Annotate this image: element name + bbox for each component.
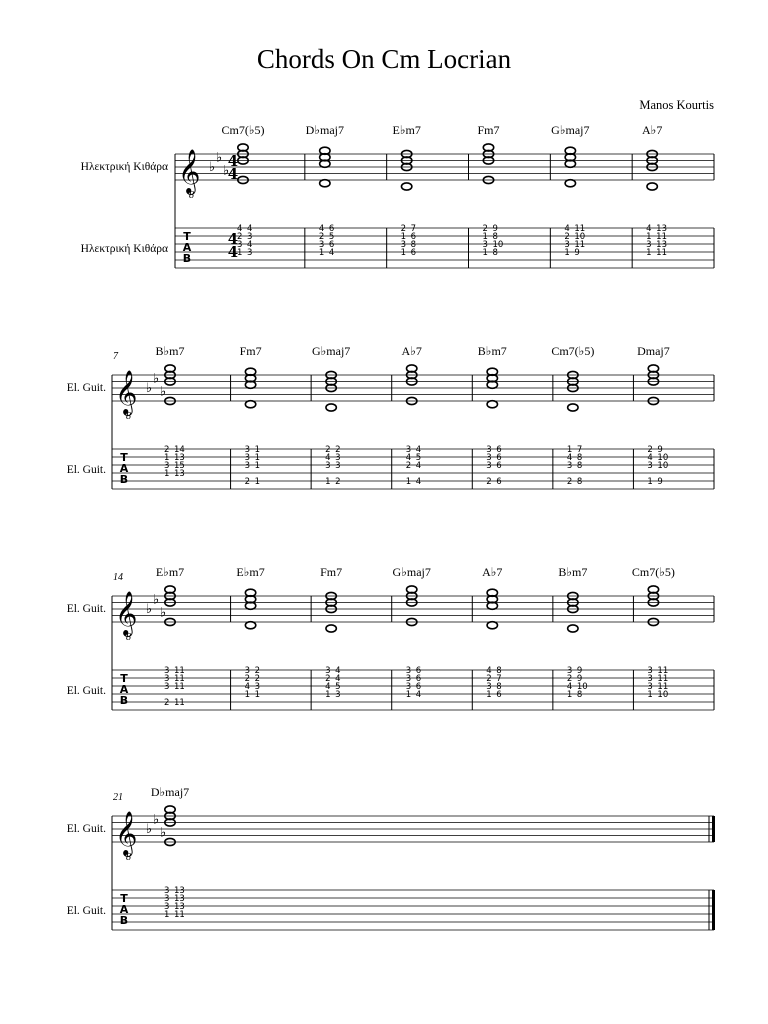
tab-fret-number: 8	[492, 248, 498, 258]
tab-string-number: 1	[244, 690, 250, 700]
tab-string-number: 4	[405, 453, 412, 463]
treble-clef-icon: 𝄞	[115, 591, 138, 635]
chord-symbol: Fm7	[239, 344, 262, 358]
tab-string-number: 3	[486, 453, 492, 463]
whole-note-head	[647, 183, 657, 190]
tab-string-number: 4	[566, 453, 573, 463]
tab-string-number: 3	[405, 682, 412, 692]
whole-note-head	[487, 401, 497, 408]
tab-fret-number: 10	[657, 453, 669, 463]
tab-string-number: 2	[164, 698, 170, 708]
chord-symbol: A♭7	[482, 565, 503, 579]
tab-time-signature-top: 4	[227, 230, 239, 248]
tab-fret-number: 13	[174, 894, 185, 904]
tab-fret-number: 10	[657, 690, 669, 700]
tab-string-number: 2	[486, 477, 492, 487]
tab-fret-number: 7	[496, 674, 502, 684]
staff-label: Ηλεκτρική Κιθάρα	[80, 161, 168, 173]
tab-string-number: 1	[646, 248, 652, 258]
tab-fret-number: 4	[247, 224, 253, 234]
octave-8-marker: 8	[126, 852, 131, 863]
tab-fret-number: 14	[174, 445, 185, 455]
chord-symbol: E♭m7	[392, 123, 421, 137]
tab-string-number: 4	[564, 224, 570, 234]
chord-symbol: E♭m7	[155, 565, 185, 579]
tab-label: El. Guit.	[66, 905, 106, 917]
tab-fret-number: 8	[496, 682, 502, 692]
octave-8-marker: 8	[189, 190, 194, 201]
tab-fret-number: 11	[174, 910, 185, 920]
tab-string-number: 2	[482, 224, 488, 234]
key-signature-flat: ♭	[160, 825, 167, 841]
tab-fret-number: 2	[335, 477, 341, 487]
tab-label: El. Guit.	[66, 685, 106, 697]
tab-fret-number: 3	[335, 690, 341, 700]
tab-fret-number: 6	[496, 477, 502, 487]
chord-symbol: B♭m7	[155, 344, 185, 358]
tab-fret-number: 4	[415, 445, 422, 455]
tab-fret-number: 11	[174, 674, 185, 684]
tab-string-number: 3	[325, 666, 331, 676]
tab-string-number: 2	[647, 445, 653, 455]
tab-string-number: 1	[400, 248, 407, 258]
key-signature-flat: ♭	[153, 592, 160, 608]
tab-fret-number: 1	[254, 461, 260, 471]
tab-string-number: 3	[164, 894, 170, 904]
tab-fret-number: 7	[410, 224, 417, 234]
tab-fret-number: 3	[335, 453, 341, 463]
tab-fret-number: 13	[174, 886, 185, 896]
tab-fret-number: 6	[496, 690, 502, 700]
tab-fret-number: 10	[574, 232, 586, 242]
tab-string-number: 3	[164, 682, 170, 692]
tab-string-number: 3	[486, 682, 492, 692]
tab-string-number: 3	[237, 240, 243, 250]
tab-fret-number: 8	[410, 240, 417, 250]
chord-symbol: D♭maj7	[150, 785, 190, 799]
tab-fret-number: 3	[247, 248, 253, 258]
chord-symbol: G♭maj7	[392, 565, 431, 579]
tab-fret-number: 11	[574, 240, 586, 250]
whole-note-head	[565, 180, 575, 187]
whole-note-head	[487, 622, 497, 629]
staff-label: El. Guit.	[66, 603, 106, 615]
tab-string-number: 1	[482, 232, 488, 242]
tab-fret-number: 6	[496, 461, 502, 471]
staff-label: El. Guit.	[66, 382, 106, 394]
tab-string-number: 4	[647, 453, 653, 463]
tab-fret-number: 8	[576, 453, 583, 463]
chord-symbol: A♭7	[401, 344, 422, 358]
tab-time-signature-bottom: 4	[227, 243, 239, 261]
tab-fret-number: 8	[576, 461, 583, 471]
tab-label: Ηλεκτρική Κιθάρα	[80, 243, 168, 255]
tab-string-number: 4	[318, 224, 325, 234]
octave-8-marker: 8	[126, 411, 131, 422]
tab-string-number: 3	[405, 666, 412, 676]
tab-clef-letter: B	[182, 252, 192, 265]
chord-symbol: Dmaj7	[637, 344, 670, 358]
tab-fret-number: 10	[657, 461, 669, 471]
tab-fret-number: 6	[496, 453, 502, 463]
tab-string-number: 3	[164, 461, 170, 471]
tab-string-number: 2	[244, 674, 250, 684]
measure-number: 7	[113, 351, 118, 362]
chord-symbol: G♭maj7	[551, 123, 590, 137]
tab-fret-number: 9	[657, 477, 663, 487]
tab-string-number: 1	[164, 453, 170, 463]
tab-string-number: 1	[400, 232, 407, 242]
tab-string-number: 3	[564, 240, 570, 250]
tab-fret-number: 6	[415, 682, 422, 692]
tab-clef-letter: B	[119, 473, 129, 486]
tab-fret-number: 1	[254, 477, 260, 487]
whole-note-head	[326, 625, 336, 632]
tab-string-number: 3	[486, 445, 492, 455]
tab-string-number: 1	[405, 477, 412, 487]
tab-string-number: 3	[164, 902, 170, 912]
tab-clef-letter: B	[119, 694, 129, 707]
chord-symbol: D♭maj7	[305, 123, 344, 137]
key-signature-flat: ♭	[160, 384, 167, 400]
tab-string-number: 2	[244, 477, 250, 487]
whole-note-head	[568, 404, 578, 411]
tab-string-number: 1	[647, 477, 653, 487]
key-signature-flat: ♭	[153, 371, 160, 387]
tab-fret-number: 6	[415, 674, 422, 684]
tab-fret-number: 11	[657, 674, 669, 684]
tab-string-number: 3	[164, 674, 170, 684]
tab-fret-number: 13	[656, 240, 667, 250]
chord-symbol: B♭m7	[477, 344, 507, 358]
tab-fret-number: 4	[335, 674, 341, 684]
tab-fret-number: 2	[254, 666, 260, 676]
tab-fret-number: 13	[174, 902, 185, 912]
tab-fret-number: 7	[576, 445, 583, 455]
tab-fret-number: 8	[576, 477, 583, 487]
tab-clef-letter: A	[119, 683, 129, 696]
tab-fret-number: 9	[576, 674, 583, 684]
tab-string-number: 1	[405, 690, 412, 700]
tab-fret-number: 2	[254, 674, 260, 684]
chord-symbol: E♭m7	[236, 565, 265, 579]
tab-clef-letter: T	[183, 230, 191, 243]
tab-string-number: 1	[164, 469, 170, 479]
chord-symbol: Cm7(♭5)	[631, 565, 675, 579]
key-signature-flat: ♭	[153, 812, 160, 828]
tab-string-number: 3	[244, 445, 250, 455]
tab-fret-number: 4	[415, 690, 422, 700]
tab-final-barline-thick	[712, 890, 715, 930]
tab-clef-letter: T	[120, 672, 128, 685]
tab-fret-number: 10	[492, 240, 504, 250]
tab-fret-number: 13	[656, 224, 667, 234]
tab-clef-letter: A	[119, 903, 129, 916]
tab-fret-number: 6	[410, 232, 417, 242]
tab-string-number: 1	[646, 232, 652, 242]
key-signature-flat: ♭	[146, 602, 153, 617]
whole-note-head	[568, 625, 578, 632]
score-title: Chords On Cm Locrian	[256, 44, 512, 74]
tab-string-number: 4	[244, 682, 250, 692]
tab-string-number: 2	[486, 674, 492, 684]
tab-string-number: 4	[325, 682, 331, 692]
tab-string-number: 2	[325, 674, 331, 684]
tab-string-number: 3	[244, 461, 250, 471]
tab-string-number: 4	[566, 682, 573, 692]
tab-string-number: 1	[325, 477, 331, 487]
tab-string-number: 2	[325, 445, 331, 455]
tab-string-number: 1	[237, 248, 243, 258]
tab-string-number: 3	[566, 666, 573, 676]
tab-string-number: 3	[325, 461, 331, 471]
chord-symbol: Cm7(♭5)	[221, 123, 265, 137]
tab-clef-letter: T	[120, 451, 128, 464]
time-signature-bottom: 4	[227, 165, 239, 183]
tab-fret-number: 6	[328, 224, 335, 234]
tab-fret-number: 5	[328, 232, 335, 242]
tab-fret-number: 1	[254, 453, 260, 463]
tab-fret-number: 4	[335, 666, 341, 676]
tab-fret-number: 5	[335, 682, 341, 692]
tab-string-number: 2	[566, 477, 573, 487]
tab-fret-number: 9	[574, 248, 580, 258]
tab-fret-number: 9	[492, 224, 498, 234]
tab-string-number: 1	[318, 248, 325, 258]
whole-note-head	[245, 401, 255, 408]
whole-note-head	[401, 183, 411, 190]
key-signature-flat: ♭	[160, 605, 167, 621]
tab-fret-number: 11	[657, 666, 669, 676]
chord-symbol: Fm7	[477, 123, 500, 137]
tab-fret-number: 6	[410, 248, 417, 258]
tab-fret-number: 11	[174, 682, 185, 692]
staff-label: El. Guit.	[66, 823, 106, 835]
tab-fret-number: 13	[174, 453, 185, 463]
tab-fret-number: 1	[254, 445, 260, 455]
tab-fret-number: 11	[574, 224, 586, 234]
tab-string-number: 1	[566, 445, 573, 455]
treble-clef-icon: 𝄞	[115, 370, 138, 414]
tab-fret-number: 4	[415, 461, 422, 471]
tab-fret-number: 9	[657, 445, 663, 455]
tab-clef-letter: A	[119, 462, 129, 475]
tab-string-number: 4	[325, 453, 331, 463]
tab-string-number: 4	[646, 224, 652, 234]
tab-string-number: 3	[646, 240, 652, 250]
tab-string-number: 1	[566, 690, 573, 700]
composer-name: Manos Kourtis	[639, 98, 714, 112]
tab-string-number: 2	[237, 232, 243, 242]
final-barline-thick	[712, 816, 715, 842]
tab-fret-number: 11	[656, 248, 667, 258]
tab-string-number: 2	[400, 224, 407, 234]
octave-8-marker: 8	[126, 632, 131, 643]
tab-string-number: 3	[244, 453, 250, 463]
tab-string-number: 1	[325, 690, 331, 700]
treble-clef-icon: 𝄞	[178, 149, 201, 193]
tab-clef-letter: T	[120, 892, 128, 905]
tab-fret-number: 15	[174, 461, 185, 471]
tab-fret-number: 11	[174, 666, 185, 676]
tab-fret-number: 8	[576, 690, 583, 700]
whole-note-head	[245, 622, 255, 629]
tab-string-number: 4	[237, 224, 243, 234]
time-signature-top: 4	[227, 152, 239, 170]
key-signature-flat: ♭	[223, 163, 230, 179]
tab-fret-number: 6	[496, 445, 502, 455]
tab-fret-number: 9	[576, 666, 583, 676]
tab-string-number: 2	[566, 674, 573, 684]
tab-string-number: 1	[164, 910, 170, 920]
tab-string-number: 3	[164, 666, 170, 676]
chord-symbol: B♭m7	[558, 565, 588, 579]
tab-string-number: 2	[564, 232, 570, 242]
tab-fret-number: 6	[415, 666, 422, 676]
chord-symbol: Cm7(♭5)	[551, 344, 595, 358]
tab-clef-letter: A	[182, 241, 192, 254]
tab-fret-number: 3	[247, 232, 253, 242]
chord-symbol: A♭7	[642, 123, 663, 137]
tab-fret-number: 4	[415, 477, 422, 487]
tab-label: El. Guit.	[66, 464, 106, 476]
tab-fret-number: 3	[254, 682, 260, 692]
tab-string-number: 3	[400, 240, 407, 250]
tab-fret-number: 6	[328, 240, 335, 250]
tab-clef-letter: B	[119, 914, 129, 927]
tab-string-number: 1	[564, 248, 570, 258]
tab-fret-number: 2	[335, 445, 341, 455]
tab-string-number: 1	[486, 690, 492, 700]
tab-string-number: 3	[405, 445, 412, 455]
tab-string-number: 3	[405, 674, 412, 684]
tab-string-number: 3	[244, 666, 250, 676]
tab-string-number: 2	[318, 232, 325, 242]
tab-string-number: 3	[164, 886, 170, 896]
measure-number: 21	[113, 792, 123, 803]
key-signature-flat: ♭	[146, 381, 153, 396]
tab-fret-number: 8	[496, 666, 502, 676]
tab-string-number: 3	[647, 461, 653, 471]
tab-fret-number: 13	[174, 469, 185, 479]
tab-fret-number: 8	[492, 232, 498, 242]
treble-clef-icon: 𝄞	[115, 811, 138, 855]
tab-fret-number: 5	[415, 453, 422, 463]
whole-note-head	[326, 404, 336, 411]
whole-note-head	[320, 180, 330, 187]
tab-string-number: 1	[647, 690, 653, 700]
key-signature-flat: ♭	[209, 160, 216, 175]
key-signature-flat: ♭	[216, 150, 223, 166]
tab-fret-number: 11	[174, 698, 185, 708]
tab-string-number: 1	[482, 248, 488, 258]
tab-string-number: 3	[482, 240, 488, 250]
tab-fret-number: 4	[247, 240, 253, 250]
tab-fret-number: 3	[335, 461, 341, 471]
chord-symbol: G♭maj7	[311, 344, 351, 358]
chord-symbol: Fm7	[320, 565, 343, 579]
tab-fret-number: 11	[657, 682, 669, 692]
tab-string-number: 3	[486, 461, 492, 471]
tab-fret-number: 11	[656, 232, 667, 242]
tab-string-number: 3	[566, 461, 573, 471]
tab-fret-number: 4	[328, 248, 335, 258]
tab-fret-number: 1	[254, 690, 260, 700]
tab-string-number: 3	[647, 666, 653, 676]
tab-fret-number: 10	[576, 682, 588, 692]
tab-string-number: 2	[164, 445, 170, 455]
tab-string-number: 3	[647, 682, 653, 692]
key-signature-flat: ♭	[146, 822, 153, 837]
tab-string-number: 3	[647, 674, 653, 684]
tab-string-number: 2	[405, 461, 412, 471]
measure-number: 14	[113, 572, 123, 583]
tab-string-number: 4	[486, 666, 492, 676]
tab-string-number: 3	[318, 240, 325, 250]
